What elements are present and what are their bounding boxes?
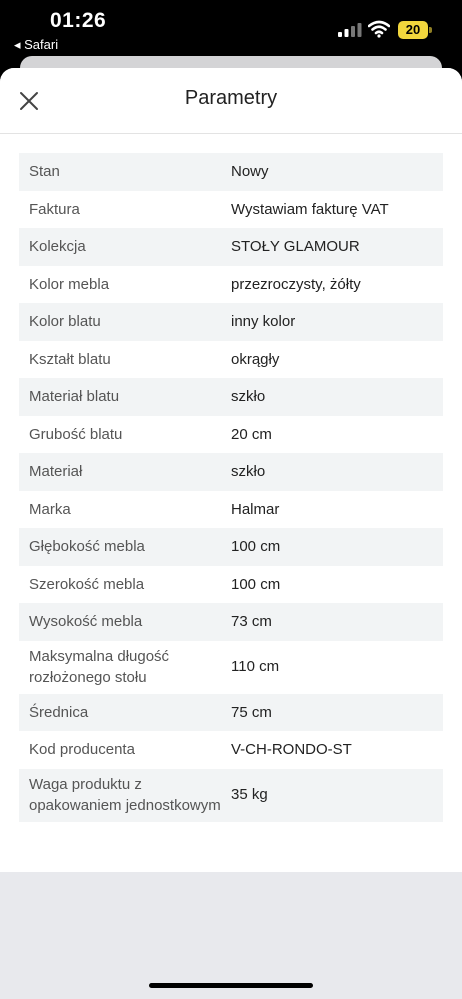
param-value: 20 cm (231, 425, 272, 443)
param-row-kolor-blatu (19, 303, 443, 341)
param-value: szkło (231, 388, 266, 405)
param-value: 75 cm (231, 703, 272, 721)
signal-icon (338, 23, 362, 37)
parameters-table (19, 153, 443, 822)
param-label: Stan (29, 163, 60, 180)
param-row-wysokosc (19, 603, 443, 641)
param-row-grubosc-blatu (19, 416, 443, 454)
param-value: 100 cm (231, 575, 281, 593)
param-row-ksztalt-blatu (19, 341, 443, 379)
sheet-header (0, 68, 462, 134)
param-value: szkło (231, 463, 266, 480)
param-value: Nowy (231, 163, 269, 180)
param-label: Materiał (29, 463, 83, 480)
param-value: okrągły (231, 350, 280, 368)
param-value: 73 cm (231, 613, 272, 630)
param-label: Marka (29, 500, 71, 518)
param-row-faktura (19, 191, 443, 229)
param-row-marka (19, 491, 443, 529)
param-value: przezroczysty, żółty (231, 275, 361, 293)
param-row-material-blatu (19, 378, 443, 416)
param-value: 110 cm (231, 658, 280, 676)
parameters-sheet (0, 68, 462, 999)
param-row-max-dlugosc (19, 641, 443, 694)
param-value: inny kolor (231, 313, 296, 330)
param-row-waga (19, 769, 443, 822)
content-area (0, 134, 462, 872)
param-row-material (19, 453, 443, 491)
status-bar (0, 0, 462, 58)
param-label: Grubość blatu (29, 425, 123, 443)
param-value: Wystawiam fakturę VAT (231, 200, 389, 218)
param-label: Faktura (29, 200, 80, 218)
home-indicator[interactable] (149, 983, 313, 988)
param-label: Maksymalna długość rozłożonego stołu (29, 647, 170, 686)
param-row-kod-producenta (19, 731, 443, 769)
param-label: Średnica (29, 703, 89, 721)
param-label: Szerokość mebla (29, 575, 145, 593)
battery-tip (429, 27, 432, 33)
param-row-stan (19, 153, 443, 191)
back-to-safari-link[interactable]: ◂ Safari (14, 37, 59, 52)
param-label: Kod producenta (29, 741, 135, 758)
param-label: Wysokość mebla (29, 613, 143, 630)
param-row-kolekcja (19, 228, 443, 266)
param-row-kolor-mebla (19, 266, 443, 304)
param-value: 100 cm (231, 538, 281, 555)
param-label: Kolor mebla (29, 275, 110, 293)
param-row-szerokosc (19, 566, 443, 604)
battery-level: 20 (398, 21, 428, 39)
param-value: STOŁY GLAMOUR (231, 238, 360, 255)
param-label: Waga produktu z opakowaniem jednostkowym (29, 775, 221, 814)
param-label: Głębokość mebla (29, 538, 145, 555)
param-row-srednica (19, 694, 443, 732)
wifi-icon (368, 20, 390, 38)
param-value: 35 kg (231, 786, 268, 804)
status-time: 01:26 (50, 9, 107, 32)
param-label: Kolor blatu (29, 313, 101, 330)
param-value: V-CH-RONDO-ST (231, 741, 352, 758)
param-label: Kształt blatu (29, 350, 111, 368)
page-title: Parametry (184, 87, 278, 109)
param-value: Halmar (231, 500, 280, 518)
param-label: Kolekcja (29, 238, 86, 255)
param-label: Materiał blatu (29, 388, 120, 405)
battery-icon (398, 21, 432, 39)
param-row-glebokosc (19, 528, 443, 566)
